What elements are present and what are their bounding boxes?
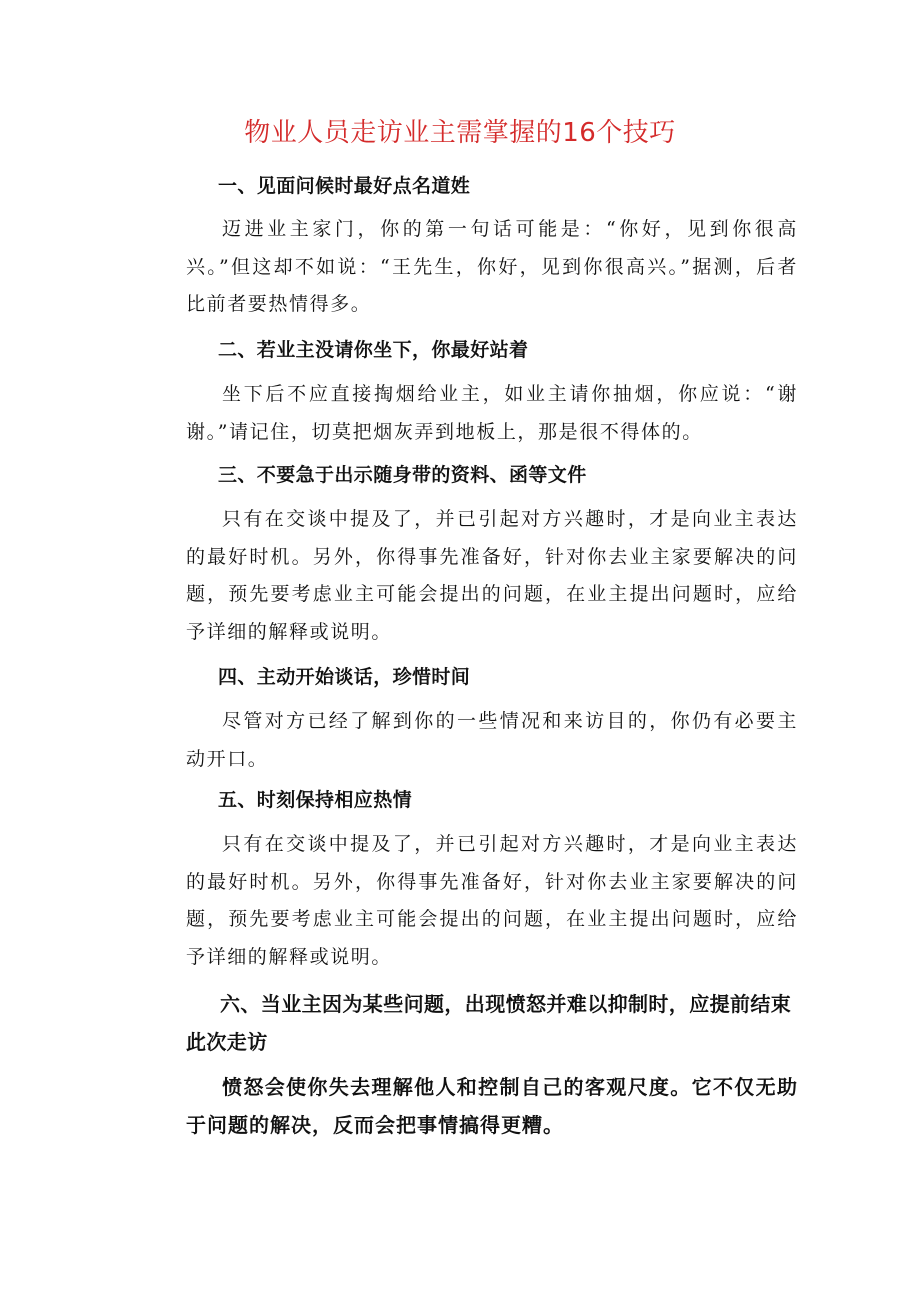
- section-4-body: 尽管对方已经了解到你的一些情况和来访目的，你仍有必要主动开口。: [186, 710, 798, 770]
- section-2-heading: 二、若业主没请你坐下，你最好站着: [218, 339, 529, 361]
- section-5-heading: 五、时刻保持相应热情: [218, 789, 413, 811]
- section-1-body: 迈进业主家门，你的第一句话可能是：“你好，见到你很高兴。”但这却不如说：“王先生，你好，见到你很高兴。”据测，后者比前者要热情得多。: [186, 218, 798, 315]
- document-title: 物业人员走访业主需掌握的16个技巧: [244, 118, 676, 148]
- section-6-body: 愤怒会使你失去理解他人和控制自己的客观尺度。它不仅无助于问题的解决，反而会把事情搞得更糟。: [186, 1075, 798, 1137]
- section-4-heading: 四、主动开始谈话，珍惜时间: [218, 666, 471, 688]
- section-6-heading: 六、当业主因为某些问题，出现愤怒并难以抑制时，应提前结束此次走访: [186, 992, 792, 1054]
- section-5-body: 只有在交谈中提及了，并已引起对方兴趣时，才是向业主表达的最好时机。另外，你得事先准备好，针对你去业主家要解决的问题，预先要考虑业主可能会提出的问题，在业主提出问题时，应给予详细的解释或说明。: [186, 833, 798, 968]
- section-2-body: 坐下后不应直接掏烟给业主，如业主请你抽烟，你应说：“谢谢。”请记住，切莫把烟灰弄到地板上，那是很不得体的。: [186, 383, 798, 443]
- section-1-heading: 一、见面问候时最好点名道姓: [218, 175, 471, 197]
- section-3-heading: 三、不要急于出示随身带的资料、函等文件: [218, 464, 587, 486]
- section-3-body: 只有在交谈中提及了，并已引起对方兴趣时，才是向业主表达的最好时机。另外，你得事先准备好，针对你去业主家要解决的问题，预先要考虑业主可能会提出的问题，在业主提出问题时，应给予详细的解释或说明。: [186, 508, 798, 643]
